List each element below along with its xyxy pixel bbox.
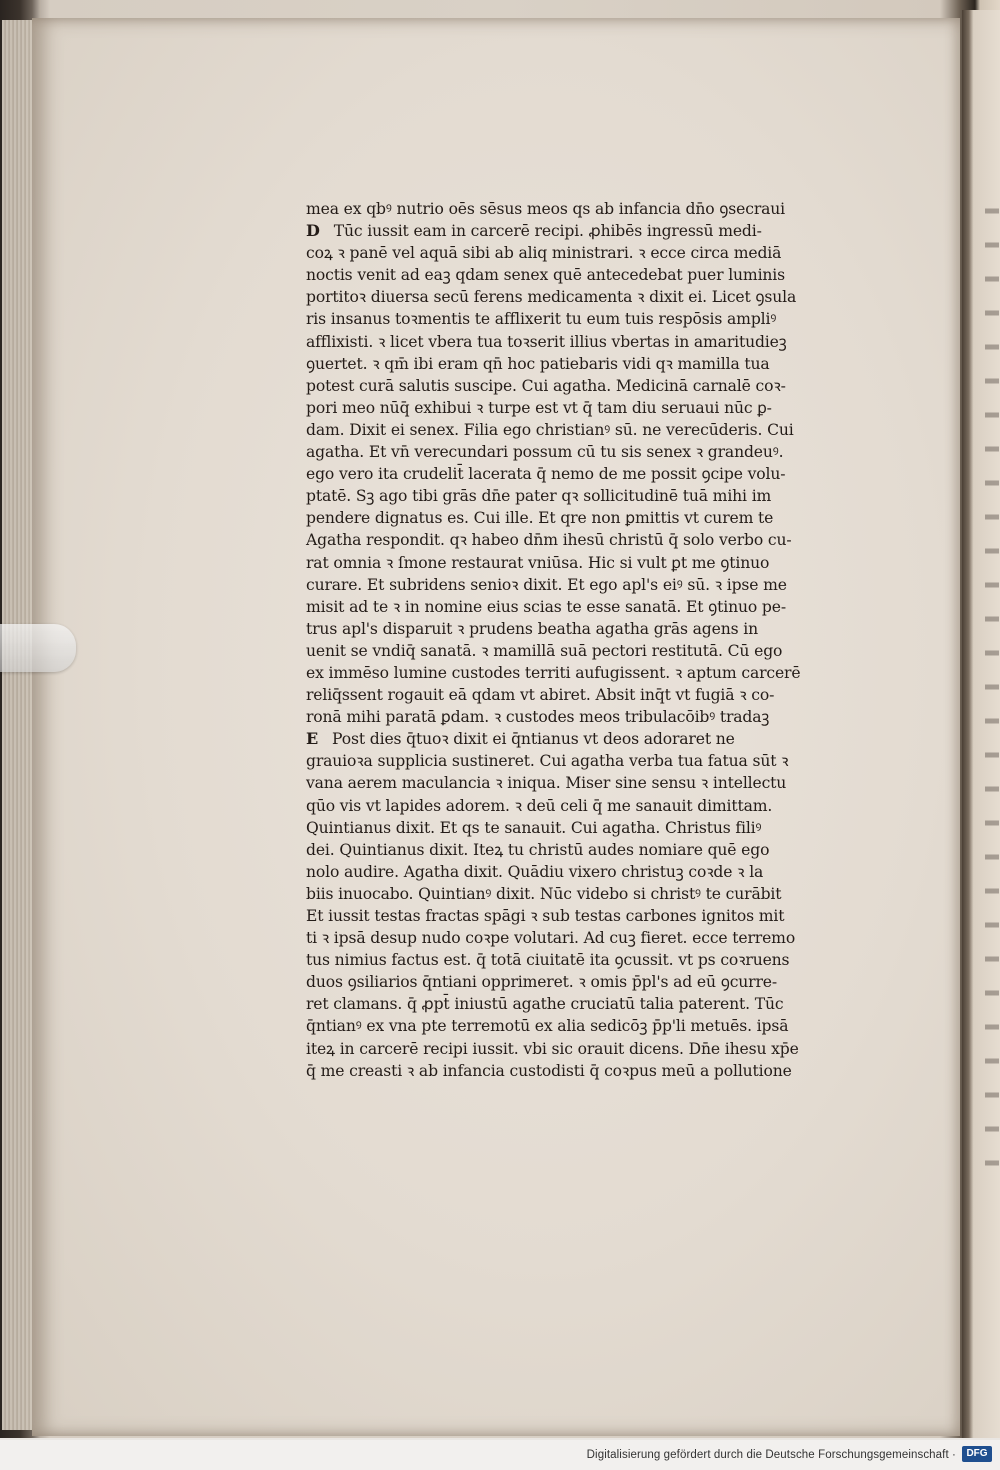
text-line xyxy=(306,949,876,971)
line-text: ris insanus toꝛmentis te afflixerit tu eum tuis respōsis ampliꝰ xyxy=(306,310,777,329)
dfg-logo: DFG xyxy=(962,1446,992,1462)
line-text: pori meo nūq̄ exhibui ꝛ turpe est vt q̄ tam diu seruaui nūc ꝑ- xyxy=(306,398,772,417)
line-text: vana aerem maculancia ꝛ iniqua. Miser sine sensu ꝛ intellectu xyxy=(306,774,787,793)
line-text: portitoꝛ diuersa secū ferens medicamenta ꝛ dixit ei. Licet ꝯsula xyxy=(306,288,797,307)
line-text: q̄ me creasti ꝛ ab infancia custodisti q̄ coꝛpus meū a pollutione xyxy=(306,1061,792,1080)
text-line xyxy=(306,1060,876,1082)
text-line xyxy=(306,485,876,507)
paragraph-1 xyxy=(306,198,876,728)
line-text: ret clamans. q̄ ꝓpt̄ iniustū agathe cruciatū talia paterent. Tūc xyxy=(306,995,784,1014)
text-line xyxy=(306,750,876,772)
text-line xyxy=(306,971,876,993)
funding-credit: Digitalisierung gefördert durch die Deutsche Forschungsgemeinschaft · xyxy=(586,1449,956,1461)
line-text: agatha. Et vn̄ verecundari possum cū tu sis senex ꝛ grandeuꝰ. xyxy=(306,443,784,462)
text-line xyxy=(306,728,876,750)
line-text: iteꝝ in carcerē recipi iussit. vbi sic orauit dicens. Dn̄e ihesu xp̄e xyxy=(306,1039,799,1058)
line-text: ego vero ita crudelit̄ lacerata q̄ nemo de me possit ꝯcipe volu- xyxy=(306,465,786,484)
line-text: pendere dignatus es. Cui ille. Et qre non ꝑmittis vt curem te xyxy=(306,509,774,528)
text-line xyxy=(306,419,876,441)
line-text: dam. Dixit ei senex. Filia ego christianꝰ sū. ne verecūderis. Cui xyxy=(306,420,794,439)
text-line xyxy=(306,441,876,463)
line-text: ptatē. Sꝫ ago tibi grās dn̄e pater qꝛ sollicitudinē tuā mihi im xyxy=(306,487,772,506)
text-line xyxy=(306,264,876,286)
facing-page-text-fragments xyxy=(985,180,999,1180)
text-line xyxy=(306,574,876,596)
line-text: duos ꝯsiliarios q̄ntiani opprimeret. ꝛ omis p̄pl's ad eū ꝯcurre- xyxy=(306,973,777,992)
text-line xyxy=(306,242,876,264)
line-text: Tūc iussit eam in carcerē recipi. ꝓhibēs ingressū medi- xyxy=(333,222,762,241)
text-line xyxy=(306,308,876,330)
text-line xyxy=(306,1015,876,1037)
line-text: grauioꝛa supplicia sustineret. Cui agatha verba tua fatua sūt ꝛ xyxy=(306,752,789,771)
line-text: nolo audire. Agatha dixit. Quādiu vixero christuꝫ coꝛde ꝛ la xyxy=(306,862,764,881)
line-text: biis inuocabo. Quintianꝰ dixit. Nūc videbo si christꝰ te curābit xyxy=(306,884,782,903)
text-line xyxy=(306,331,876,353)
text-line xyxy=(306,795,876,817)
guide-initial: D xyxy=(306,221,320,241)
line-text: dei. Quintianus dixit. Iteꝝ tu christū audes nomiare quē ego xyxy=(306,840,770,859)
text-line xyxy=(306,772,876,794)
text-line xyxy=(306,883,876,905)
line-text: ex immēso lumine custodes territi aufugissent. ꝛ aptum carcerē xyxy=(306,663,801,682)
line-text: noctis venit ad eaꝫ qdam senex quē antecedebat puer luminis xyxy=(306,266,785,285)
line-text: Et iussit testas fractas spāgi ꝛ sub testas carbones ignitos mit xyxy=(306,907,785,925)
line-text: uenit se vndiq̄ sanatā. ꝛ mamillā suā pectori restitutā. Cū ego xyxy=(306,641,783,660)
text-line xyxy=(306,286,876,308)
line-text: potest curā salutis suscipe. Cui agatha. Medicinā carnalē coꝛ- xyxy=(306,376,786,395)
text-line xyxy=(306,552,876,574)
text-line xyxy=(306,198,876,220)
text-line xyxy=(306,507,876,529)
line-text: q̄ntianꝰ ex vna pte terremotū ex alia sedicōꝫ p̄p'li metuēs. ipsā xyxy=(306,1017,789,1036)
text-line xyxy=(306,375,876,397)
guide-initial: E xyxy=(306,729,319,749)
text-line xyxy=(306,353,876,375)
line-text: Agatha respondit. qꝛ habeo dn̄m ihesū christū q̄ solo verbo cu- xyxy=(306,531,792,550)
line-text: mea ex qbꝰ nutrio oēs sēsus meos qs ab infancia dn̄o ꝯsecraui xyxy=(306,200,786,218)
line-text: curare. Et subridens senioꝛ dixit. Et ego apl's eiꝰ sū. ꝛ ipse me xyxy=(306,575,787,594)
line-text: rat omnia ꝛ ſmone restaurat vniūsa. Hic si vult ꝑt me ꝯtinuo xyxy=(306,553,770,572)
line-text: reliq̄ssent rogauit eā qdam vt abiret. Absit inq̄t vt fugiā ꝛ co- xyxy=(306,686,775,705)
paragraph-2 xyxy=(306,728,876,1082)
text-line xyxy=(306,397,876,419)
text-line xyxy=(306,905,876,927)
text-line xyxy=(306,684,876,706)
text-line xyxy=(306,993,876,1015)
text-line xyxy=(306,220,876,242)
line-text: Quintianus dixit. Et qs te sanauit. Cui agatha. Christus filiꝰ xyxy=(306,818,762,837)
text-line xyxy=(306,817,876,839)
text-line xyxy=(306,662,876,684)
line-text: afflixisti. ꝛ licet vbera tua toꝛserit illius vbertas in amaritudieꝫ xyxy=(306,332,787,351)
text-line xyxy=(306,618,876,640)
page-clip xyxy=(0,624,76,672)
text-line xyxy=(306,839,876,861)
text-line xyxy=(306,596,876,618)
book-page-edges xyxy=(2,20,34,1430)
text-line xyxy=(306,927,876,949)
text-line xyxy=(306,529,876,551)
text-line xyxy=(306,706,876,728)
line-text: ronā mihi paratā ꝑdam. ꝛ custodes meos tribulacōibꝰ tradaꝫ xyxy=(306,708,770,727)
text-line xyxy=(306,640,876,662)
line-text: misit ad te ꝛ in nomine eius scias te esse sanatā. Et ꝯtinuo pe- xyxy=(306,597,786,616)
line-text: coꝝ ꝛ panē vel aquā sibi ab aliq ministrari. ꝛ ecce circa mediā xyxy=(306,244,782,263)
line-text: trus apl's disparuit ꝛ prudens beatha agatha grās agens in xyxy=(306,619,758,638)
line-text: qūo vis vt lapides adorem. ꝛ deū celi q̄ me sanauit dimittam. xyxy=(306,796,773,815)
line-text: Post dies q̄tuoꝛ dixit ei q̄ntianus vt deos adoraret ne xyxy=(332,730,735,749)
line-text: ꝯuertet. ꝛ qm̄ ibi eram qn̄ hoc patiebaris vidi qꝛ mamilla tua xyxy=(306,354,770,373)
text-line xyxy=(306,463,876,485)
text-line xyxy=(306,861,876,883)
line-text: tus nimius factus est. q̄ totā ciuitatē ita ꝯcussit. vt ps coꝛruens xyxy=(306,951,790,970)
text-line xyxy=(306,1038,876,1060)
line-text: ti ꝛ ipsā desup nudo coꝛpe volutari. Ad cuꝫ fieret. ecce terremo xyxy=(306,929,796,948)
incunable-text xyxy=(306,198,876,1082)
